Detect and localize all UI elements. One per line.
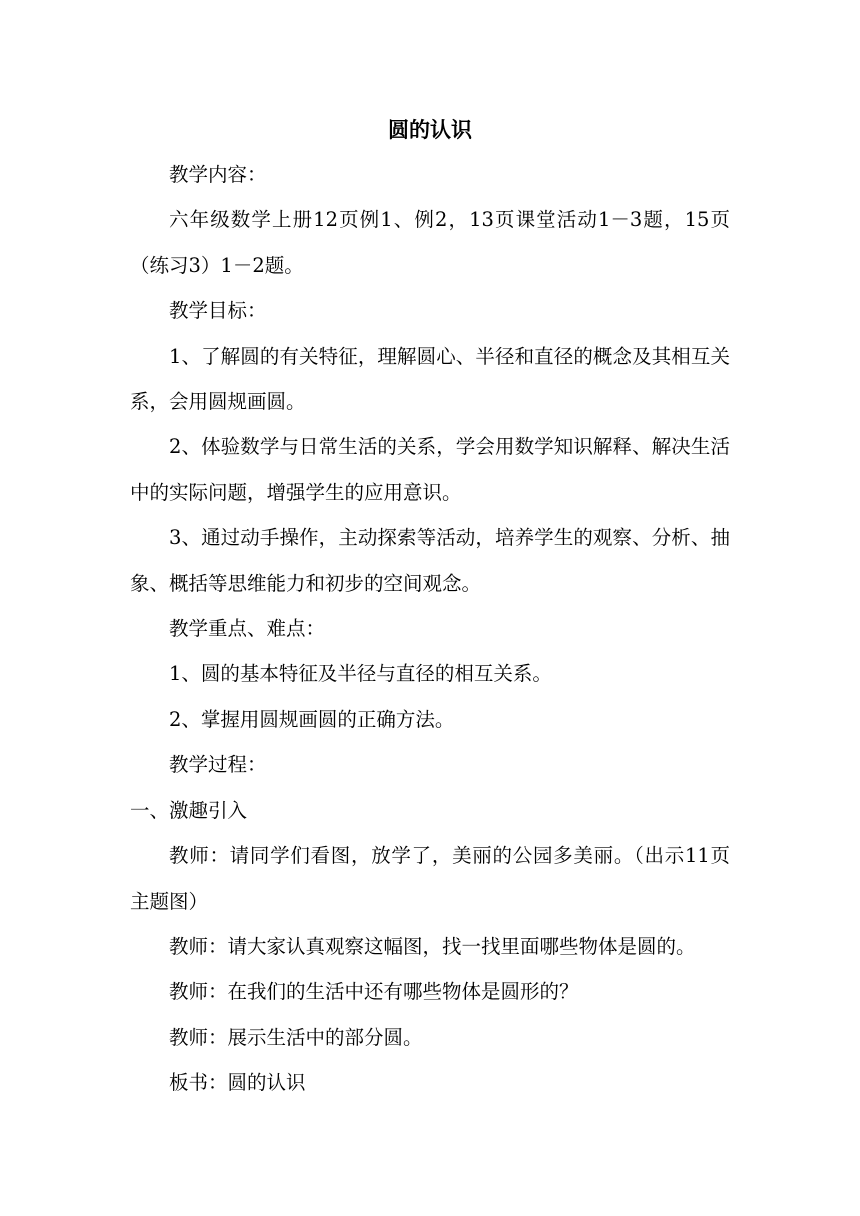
subsection-heading-intro: 一、激趣引入 bbox=[130, 798, 248, 822]
paragraph-teacher-1: 教师：请同学们看图，放学了，美丽的公园多美丽。（出示11页主题图） bbox=[130, 844, 730, 913]
paragraph-key-point-1: 1、圆的基本特征及半径与直径的相互关系。 bbox=[169, 662, 552, 686]
paragraph-goal-2: 2、体验数学与日常生活的关系，学会用数学知识解释、解决生活中的实际问题，增强学生的应用意识。 bbox=[130, 435, 730, 504]
paragraph-teacher-3: 教师：在我们的生活中还有哪些物体是圆形的？ bbox=[169, 980, 579, 1004]
document-body bbox=[130, 108, 730, 1106]
paragraph-teaching-content: 六年级数学上册12页例1、例2，13页课堂活动1－3题，15页（练习3）1－2题。 bbox=[130, 208, 730, 277]
paragraph-goal-1: 1、了解圆的有关特征，理解圆心、半径和直径的概念及其相互关系，会用圆规画圆。 bbox=[130, 344, 730, 414]
paragraph-goal-3: 3、通过动手操作，主动探索等活动，培养学生的观察、分析、抽象、概括等思维能力和初步的空间观念。 bbox=[130, 526, 730, 595]
section-heading-teaching-content: 教学内容： bbox=[169, 163, 267, 186]
paragraph-teacher-2: 教师：请大家认真观察这幅图，找一找里面哪些物体是圆的。 bbox=[169, 934, 696, 958]
paragraph-blackboard: 板书：圆的认识 bbox=[169, 1071, 306, 1095]
section-heading-teaching-goals: 教学目标： bbox=[169, 299, 267, 323]
section-heading-teaching-process: 教学过程： bbox=[169, 753, 267, 777]
paragraph-teacher-4: 教师：展示生活中的部分圆。 bbox=[169, 1025, 423, 1049]
document-title: 圆的认识 bbox=[388, 117, 472, 142]
section-heading-key-points: 教学重点、难点： bbox=[169, 617, 326, 641]
paragraph-key-point-2: 2、掌握用圆规画圆的正确方法。 bbox=[169, 707, 455, 731]
